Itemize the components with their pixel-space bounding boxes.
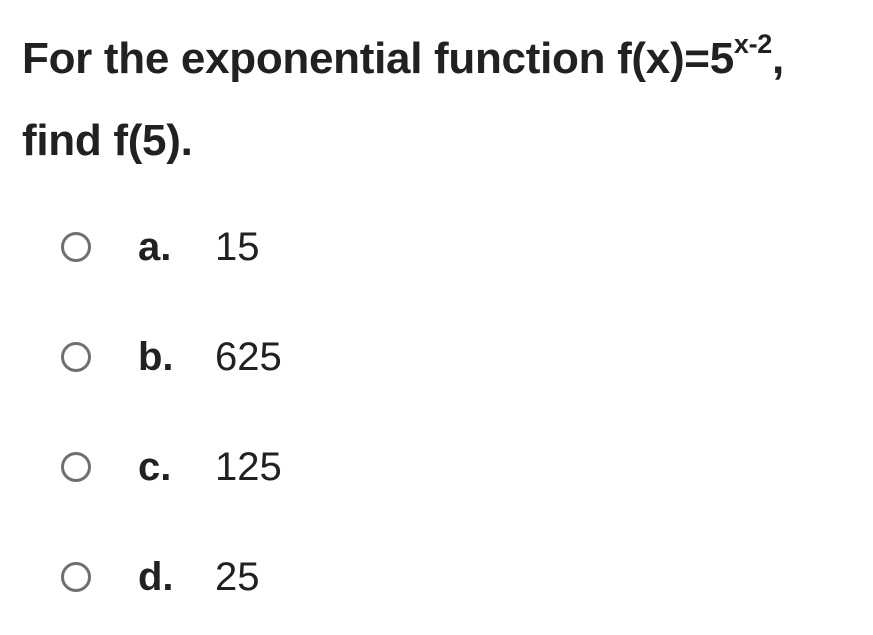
- option-letter-b: b.: [138, 335, 174, 379]
- radio-button-a[interactable]: [61, 232, 91, 262]
- option-letter-d: d.: [138, 555, 174, 599]
- radio-button-d[interactable]: [61, 562, 91, 592]
- radio-button-c[interactable]: [61, 452, 91, 482]
- question-exponent: x-2: [733, 28, 772, 59]
- option-value-a: 15: [215, 225, 260, 269]
- question-main: For the exponential function f(x)=5: [22, 34, 734, 83]
- option-value-c: 125: [215, 445, 282, 489]
- option-a[interactable]: [0, 195, 873, 305]
- question-tail: , find f(5).: [22, 34, 784, 165]
- option-b[interactable]: [0, 305, 873, 415]
- option-letter-c: c.: [138, 445, 172, 489]
- answer-options: [0, 195, 873, 635]
- option-value-d: 25: [215, 555, 260, 599]
- option-value-b: 625: [215, 335, 282, 379]
- radio-button-b[interactable]: [61, 342, 91, 372]
- option-letter-a: a.: [138, 225, 172, 269]
- option-c[interactable]: [0, 415, 873, 525]
- option-d[interactable]: [0, 525, 873, 635]
- question-text: [22, 18, 852, 182]
